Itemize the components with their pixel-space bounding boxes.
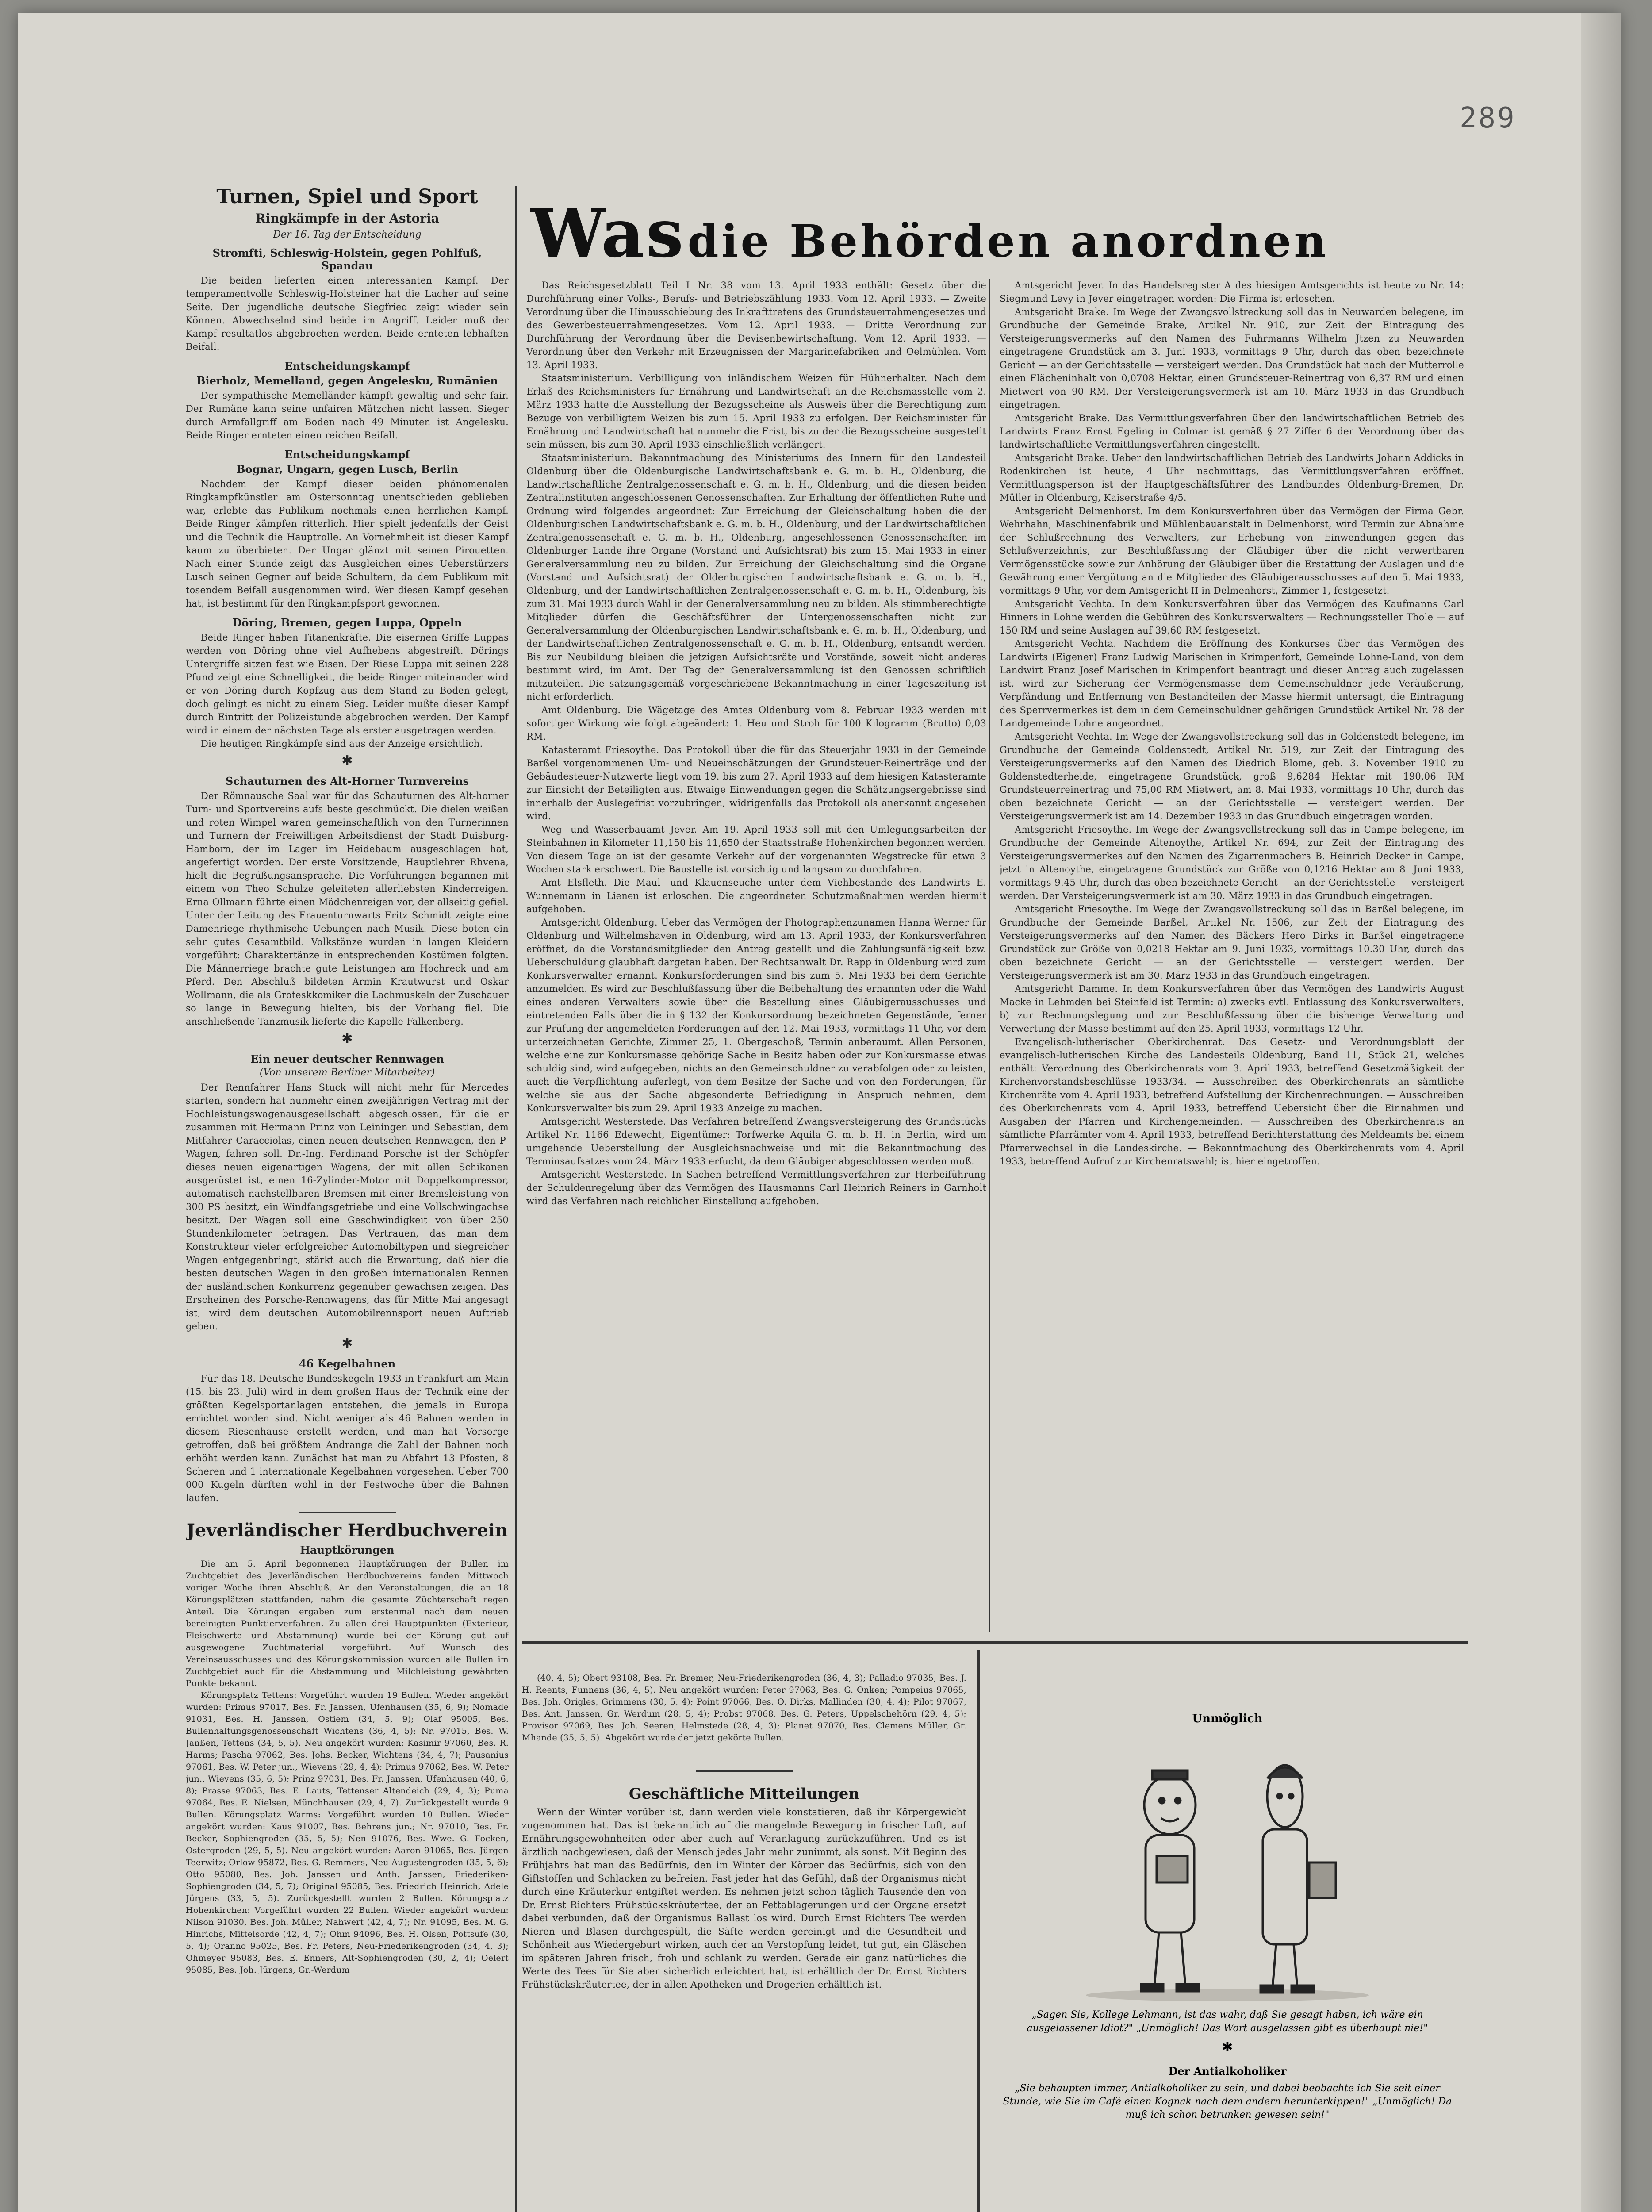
cartoon-caption: „Sagen Sie, Kollege Lehmann, ist das wahr, daß Sie gesagt haben, ich wäre ein ausgelassener Idiot?" „Unmöglich! Das Wort ausgelassen gibt es überhaupt nie!" xyxy=(1027,2009,1428,2034)
race-head: Ein neuer deutscher Rennwagen xyxy=(250,1052,444,1065)
notice: Amtsgericht Delmenhorst. Im dem Konkursverfahren über das Vermögen der Firma Gebr. Wehrhahn, Maschinenfabrik und Mühlenbauanstalt in Delmenhorst, wird Termin zur Abnahme der Schlußrechnung des Verwalters, zur Erhebung von Einwendungen gegen das Schlußverzeichnis, zur Beschlußfassung der Gläubiger über die nicht verwertbaren Vermögensstücke sowie zur Anhörung der Gläubiger über die Erstattung der Auslagen und die Gewährung einer Vergütung an die Mitglieder des Gläubigerausschusses auf den 5. Mai 1933, vormittags 9 Uhr, vor dem Amtsgericht II in Delmenhorst, Zimmer 1, festgesetzt. xyxy=(1000,506,1464,596)
separator-star: ✱ xyxy=(1222,2039,1233,2055)
bout4-text: Beide Ringer haben Titanenkräfte. Die eisernen Griffe Luppas werden von Döring ohne viel Aufhebens abgestreift. Dörings Untergriffe sitzen fest wie Eisen. Der Riese Luppa mit seinen 228 Pfund zeigt eine Schnelligkeit, die beide Ringer miteinander wird er von Döring durch Kopfzug aus dem Stand zu Boden gelegt, doch gelingt es nicht zu einem Sieg. Leider mußte dieser Kampf durch Eintritt der Polizeistunde abgebrochen werden. Der Kampf wird in einem der nächsten Tage als erster ausgetragen werden. xyxy=(186,632,509,736)
left-figure-icon xyxy=(1141,1770,1199,1991)
notice: Katasteramt Friesoythe. Das Protokoll über die für das Steuerjahr 1933 in der Gemeinde Barßel vorgenommenen Um- und Neueinschätzungen der Grundsteuer-Reinerträge und der Gebäudesteuer-Nutzwerte liegt vom 19. bis zum 27. April 1933 auf dem hiesigen Katasteramte zur Einsicht der Beteiligten aus. Etwaige Einwendungen gegen die Schätzungsergebnisse sind innerhalb der Auslegefrist vorzubringen, widrigenfalls das Protokoll als anerkannt angesehen wird. xyxy=(526,745,986,822)
page-number: 289 xyxy=(1460,102,1516,134)
notice: Staatsministerium. Verbilligung von inländischem Weizen für Hühnerhalter. Nach dem Erlaß des Reichsministers für Ernährung und Landwirtschaft an die Reichsmasstelle vom 2. März 1933 hatte die Ausstellung der Bezugsscheine als Ausweis über die Berechtigung zum Bezuge von verbilligtem Weizen bis zum 15. April 1933 zu erfolgen. Der Reichsminister für Ernährung und Landwirtschaft hat nunmehr die Frist, bis zu der die Bezugsscheine ausgestellt sein müssen, bis zum 30. April 1933 einschließlich verlängert. xyxy=(526,373,986,450)
bout3-head: Entscheidungskampf xyxy=(284,448,410,461)
notice: Amtsgericht Jever. In das Handelsregister A des hiesigen Amtsgerichts ist heute zu Nr. 14: Siegmund Levy in Jever eingetragen worden: Die Firma ist erloschen. xyxy=(1000,280,1464,304)
cartoon-box xyxy=(1000,1712,1455,2212)
second-joke-caption: „Sie behaupten immer, Antialkoholiker zu sein, und dabei beobachte ich Sie seit einer Stunde, wie Sie im Café einen Kognak nach dem andern herunterkippen!" „Unmöglich! Da muß ich schon betrunken gewesen sein!" xyxy=(1003,2083,1452,2120)
section-rule xyxy=(696,1770,793,1772)
right-figure-icon xyxy=(1261,1765,1336,1993)
notice: Amtsgericht Vechta. Nachdem die Eröffnung des Konkurses über das Vermögen des Landwirts (Eigener) Franz Ludwig Marischen in Krimpenfort, Gemeinde Lohne-Land, von dem Landwirt Franz Josef Marischen in Krimpenfort beantragt und dieser Antrag auch zugelassen ist, wird zur Sicherung der Vermögensmasse dem Gemeinschuldner jede Veräußerung, Verpfändung und Entfernung von Bestandteilen der Masse hiermit untersagt, die Eintragung des Sperrvermerkes ist dem in dem Gemeinschuldner gehörigen Grundstück Artikel Nr. 78 der Landgemeinde Lohne angeordnet. xyxy=(1000,638,1464,729)
turn-head: Schauturnen des Alt-Horner Turnvereins xyxy=(225,774,469,787)
bout3-text: Nachdem der Kampf dieser beiden phänomenalen Ringkampfkünstler am Ostersonntag unentschieden geblieben war, erlebte das Publikum nochmals einen herrlichen Kampf. Beide Ringer kämpfen ritterlich. Hier spielt jedenfalls der Geist und die Technik die Hauptrolle. An Vornehmheit ist dieser Kampf kaum zu überbieten. Der Ungar glänzt mit seinen Pirouetten. Nach einer Stunde zeigt das Ausgleichen eines Ueberstürzers Lusch seinen Gegner auf beide Schultern, da dem Publikum mit tosendem Beifall ausgenommen wird. Wer diesen Kampf gesehen hat, ist bestimmt für den Ringkampfsport gewonnen. xyxy=(186,478,509,609)
herd-text: Die am 5. April begonnenen Hauptkörungen der Bullen im Zuchtgebiet des Jeverländischen Herdbuchvereins fanden Mittwoch voriger Woche ihren Abschluß. An den Veranstaltungen, die an 18 Körungsplätzen stattfanden, nahm die gesamte Züchterschaft regen Anteil. Die Körungen ergaben zum erstenmal nach dem neuen bereinigten Punktierverfahren. Zu allen drei Hauptpunkten (Exterieur, Fleischwerte und Abstammung) wurde bei der Körung gut auf ausgewogene Zuchtmaterial vorgeführt. Auf Wunsch des Vereinsausschusses und des Körungskommission wurden alle Bullen im Zuchtgebiet auch für die Abstammung und Milchleistung gewährten Punkte bekannt. xyxy=(186,1559,509,1688)
herd-list-continued: (40, 4, 5); Obert 93108, Bes. Fr. Bremer, Neu-Friederikengroden (36, 4, 3); Palladio 97035, Bes. J. H. Reents, Funnens (36, 4, 5). Neu angekört wurden: Peter 97063, Bes. G. Onken; Pompeius 97065, Bes. Joh. Origles, Grimmens (30, 5, 4); Point 97066, Bes. O. Dirks, Mallinden (30, 4, 4); Pilot 97067, Bes. Ant. Janssen, Gr. Werdum (28, 5, 4); Probst 97068, Bes. G. Peters, Uppelschehörn (29, 4, 5); Provisor 97069, Bes. Joh. Seeren, Helmstede (28, 4, 3); Planet 97070, Bes. Clemens Müller, Gr. Mhande (35, 5, 5). Abgekört wurde der jetzt gekörte Bullen. xyxy=(522,1673,966,1743)
header-first-word: Was xyxy=(531,195,686,273)
sport-subtitle: Ringkämpfe in der Astoria xyxy=(255,211,439,226)
bout1-title: Stromfti, Schleswig-Holstein, gegen Pohlfuß, Spandau xyxy=(212,246,482,272)
herd-sub: Hauptkörungen xyxy=(300,1543,395,1556)
second-joke-title: Der Antialkoholiker xyxy=(1168,2065,1287,2078)
race-sub: (Von unserem Berliner Mitarbeiter) xyxy=(259,1067,435,1078)
notice: Staatsministerium. Bekanntmachung des Ministeriums des Innern für den Landesteil Oldenburg über die Oldenburgische Landwirtschaftsbank e. G. m. b. H., Oldenburg, die Landwirtschaftliche Zentralgenossenschaft e. G. m. b. H., Oldenburg, und die diesen beiden Zentralinstituten angeschlossenen Genossenschaften. Zur Erhaltung der öffentlichen Ruhe und Ordnung wird folgendes angeordnet: Zur Erreichung der Gleichschaltung haben die der Oldenburgischen Landwirtschaftsbank e. G. m. b. H., Oldenburg, und der Landwirtschaftlichen Zentralgenossenschaft e. G. m. b. H., Oldenburg, angeschlossenen Genossenschaften im Oldenburger Lande ihre Organe (Vorstand und Aufsichtsrat) bis zum 15. Mai 1933 in einer Generalversammlung neu zu bilden. Zur Erreichung der Gleichschaltung sind die Organe (Vorstand und Aufsichtsrat) der Oldenburgischen Landwirtschaftsbank e. G. m. b. H., Oldenburg, und der Landwirtschaftlichen Zentralgenossenschaft e. G. m. b. H., Oldenburg, bis zum 31. Mai 1933 durch Wahl in der Generalversammlung neu zu bilden. Als stimmberechtigte Mitglieder dürfen die Geschäftsführer der Untergenossenschaften nicht zur Generalversammlung der Oldenburgischen Landwirtschaftsbank e. G. m. b. H., Oldenburg, und der Landwirtschaftlichen Zentralgenossenschaft e. G. m. b. H., Oldenburg, entsandt werden. Bis zur Neubildung bleiben die jetzigen Aufsichtsräte und Vorstände, soweit nicht anderes bestimmt wird, im Amt. Der Tag der Generalversammlung ist den Genossen schriftlich mitzuteilen. Die satzungsgemäß vorgeschriebene Bekanntmachung in einer Tageszeitung ist nicht erforderlich. xyxy=(526,453,986,702)
authorities-column-left xyxy=(526,279,986,1632)
column-rule xyxy=(977,1650,980,2212)
cartoon-title: Unmöglich xyxy=(1192,1712,1263,1725)
notice: Amtsgericht Brake. Im Wege der Zwangsvollstreckung soll das in Neuwarden belegene, im Grundbuche der Gemeinde Brake, Artikel Nr. 910, zur Zeit der Eintragung des Versteigerungsvermerks auf den Namen des Fuhrmanns Wilhelm Jtzen zu Neuwarden eingetragene Grundstück am 3. Juni 1933, vormittags 9 Uhr, durch das oben bezeichnete Gericht — an der Gerichtsstelle — versteigert werden. Das Grundstück hat nach der Mutterrolle einen Flächeninhalt von 0,0708 Hektar, einen Grundsteuer-Reinertrag von 6,37 RM und einen Mietwert von 90 RM. Der Versteigerungsvermerk ist am 10. März 1933 in das Grundbuch eingetragen. xyxy=(1000,307,1464,410)
section-rule xyxy=(299,1512,396,1513)
authorities-header xyxy=(531,195,1464,274)
kegel-head: 46 Kegelbahnen xyxy=(299,1357,396,1370)
bout2-head: Entscheidungskampf xyxy=(284,359,410,373)
notice: Amtsgericht Friesoythe. Im Wege der Zwangsvollstreckung soll das in Barßel belegene, im Grundbuche der Gemeinde Barßel, Artikel Nr. 1506, zur Zeit der Eintragung des Versteigerungsvermerks auf den Namen des Bäckers Hero Dirks in Barßel eingetragene Grundstück zur Größe von 0,0218 Hektar am 9. Juni 1933, vormittags 10.30 Uhr, durch das oben bezeichnete Gericht — an der Gerichtsstelle — versteigert werden. Der Versteigerungsvermerk ist am 30. März 1933 in das Grundbuch eingetragen. xyxy=(1000,904,1464,981)
notice: Weg- und Wasserbauamt Jever. Am 19. April 1933 soll mit den Umlegungsarbeiten der Steinbahnen in Kilometer 11,150 bis 11,650 der Staatsstraße Hohenkirchen begonnen werden. Von diesem Tage an ist der gesamte Verkehr auf der vorgenannten Wegstrecke für etwa 3 Wochen stark erschwert. Die Baustelle ist vorsichtig und langsam zu durchfahren. xyxy=(526,824,986,875)
notice: Evangelisch-lutherischer Oberkirchenrat. Das Gesetz- und Verordnungsblatt der evangelisch-lutherischen Kirche des Landesteils Oldenburg, Band 11, Stück 21, welches enthält: Verordnung des Oberkirchenrats vom 3. April 1933, betreffend Gesetzmäßigkeit der Kirchenvorstandsbeschlüsse 1933/34. — Ausschreiben des Oberkirchenrats an sämtliche Kirchenräte vom 4. April 1933, betreffend Aufstellung der Kirchenrechnungen. — Ausschreiben des Oberkirchenrats vom 4. April 1933, betreffend Uebersicht über die Einnahmen und Ausgaben der Pfarren und Kirchengemeinden. — Ausschreiben des Oberkirchenrats an sämtliche Pfarrämter vom 4. April 1933, betreffend Berichterstattung des Meldeamts bei einem Pfarrerwechsel in die Landeskirche. — Bekanntmachung des Oberkirchenrats vom 4. April 1933, betreffend Aufruf zur Kirchenratswahl; ist hier eingetroffen. xyxy=(1000,1037,1464,1167)
bout4-title: Döring, Bremen, gegen Luppa, Oppeln xyxy=(232,616,462,629)
notice: Amtsgericht Oldenburg. Ueber das Vermögen der Photographenzunamen Hanna Werner für Oldenburg und Wilhelmshaven in Oldenburg, wird am 13. April 1933, der Konkursverfahren eröffnet, da die Vorstandsmitglieder den Antrag gestellt und die Zahlungsunfähigkeit bzw. Ueberschuldung glaubhaft dargetan haben. Der Rechtsanwalt Dr. Rapp in Oldenburg wird zum Konkursverwalter ernannt. Konkursforderungen sind bis zum 5. Mai 1933 bei dem Gerichte anzumelden. Es wird zur Beschlußfassung über die Beibehaltung des ernannten oder die Wahl eines anderen Verwalters sowie über die Bestellung eines Gläubigerausschusses und eintretenden Falls über die in § 132 der Konkursordnung bezeichneten Gegenstände, ferner zur Prüfung der angemeldeten Forderungen auf den 12. Mai 1933, vormittags 11 Uhr, vor dem unterzeichneten Gerichte, Zimmer 25, 1. Obergeschoß, Termin anberaumt. Allen Personen, welche eine zur Konkursmasse gehörige Sache in Besitz haben oder zur Konkursmasse etwas schuldig sind, wird aufgegeben, nichts an den Gemeinschuldner zu verabfolgen oder zu leisten, auch die Verpflichtung auferlegt, von dem Besitze der Sache und von den Forderungen, für welche sie aus der Sache abgesonderte Befriedigung in Anspruch nehmen, dem Konkursverwalter bis zum 29. April 1933 Anzeige zu machen. xyxy=(526,917,986,1114)
turn-text: Der Römnausche Saal war für das Schauturnen des Alt-horner Turn- und Sportvereins aufs beste geschmückt. Die dielen weißen und roten Wimpel waren gemeinschaftlich von den Turnerinnen und Turnern der Freiwilligen Arbeitsdienst der Stadt Duisburg-Hamborn, der im Lager im Heidebaum ausgeschlagen hat, angefertigt worden. Der erste Vorsitzende, Hauptlehrer Rhvena, hielt die Begrüßungsansprache. Die Vorführungen begannen mit einem von Theo Schulze geleiteten allerliebsten Kinderreigen. Erna Ollmann führte einen Mädchenreigen vor, der allseitig gefiel. Unter der Leitung des Frauenturnwarts Fritz Schmidt zeigte eine Damenriege rhythmische Uebungen nach Musik. Diese boten ein sehr gutes Gesamtbild. Volkstänze wurden in langen Kleidern vorgeführt: Charaktertänze in entsprechenden Kostümen folgten. Die Männerriege brachte gute Leistungen am Hochreck und am Pferd. Den Abschluß bildeten Armin Krautwurst und Oskar Wollmann, die als Groteskkomiker die Lachmuskeln der Zuschauer so lange in Bewegung hielten, bis der Vorhang fiel. Die anschließende Tanzmusik lieferte die Kapelle Falkenberg. xyxy=(186,790,509,1027)
race-text: Der Rennfahrer Hans Stuck will nicht mehr für Mercedes starten, sondern hat nunmehr einen zweijährigen Vertrag mit der Hochleistungswagenausgesellschaft abgeschlossen, für die er zusammen mit Hermann Prinz von Leiningen und Sebastian, dem Mitfahrer Caracciolas, einen neuen deutschen Rennwagen, den P-Wagen, fahren soll. Dr.-Ing. Ferdinand Porsche ist der Schöpfer dieses neuen eigenartigen Wagens, der mit allen Schikanen ausgerüstet ist, einen 16-Zylinder-Motor mit Doppelkompressor, automatisch nachstellbaren Bremsen mit einer Bremsleistung von 300 PS besitzt, ein Windfangsgetriebe und eine Vollschwingachse besitzt. Der Wagen soll eine Geschwindigkeit von über 250 Stundenkilometer betragen. Das Vertrauen, das man dem Konstrukteur vieler erfolgreicher Automobiltypen und siegreicher Wagen entgegenbringt, stärkt auch die Erwartung, daß hier die besten deutschen Wagen in den großen internationalen Rennen der ausländischen Konkurrenz gegenüber gewachsen zeigen. Das Erscheinen des Porsche-Rennwagens, das für Mitte Mai angesagt ist, wird dem deutschen Automobilrennsport neuen Auftrieb geben. xyxy=(186,1082,509,1332)
notice: Amt Oldenburg. Die Wägetage des Amtes Oldenburg vom 8. Februar 1933 werden mit sofortiger Wirkung wie folgt abgeändert: 1. Heu und Stroh für 100 Kilogramm (Brutto) 0,03 RM. xyxy=(526,705,986,742)
notice: Amtsgericht Westerstede. In Sachen betreffend Vermittlungsverfahren zur Herbeiführung der Schuldenregelung über das Vermögen des Hausmanns Carl Heinrich Reiners in Garnholt wird das Verfahren nach reichlicher Einstellung aufgehoben. xyxy=(526,1169,986,1206)
notice: Amtsgericht Westerstede. Das Verfahren betreffend Zwangsversteigerung des Grundstücks Artikel Nr. 1166 Edewecht, Eigentümer: Torfwerke Aquila G. m. b. H. in Berlin, wird um umgehende Ueberstellung der Ausgleichsnachweise und mit die Bekanntmachung des Terminsaufsatzes vom 24. März 1933 erfucht, da dem Gläubiger abgeschlossen werden muß. xyxy=(526,1116,986,1167)
cartoon-drawing xyxy=(1068,1730,1387,2004)
bout2-text: Der sympathische Memelländer kämpft gewaltig und sehr fair. Der Rumäne kann seine unfairen Mätzchen nicht lassen. Sieger durch Armfallgriff am Boden nach 49 Minuten ist Angelesku. Beide Ringer ernteten einen reichen Beifall. xyxy=(186,390,509,441)
sport-column xyxy=(186,186,509,2212)
day-line: Der 16. Tag der Entscheidung xyxy=(273,229,422,240)
lower-middle-column xyxy=(522,1672,966,2212)
sport-title: Turnen, Spiel und Sport xyxy=(216,186,478,208)
bout1-text: Die beiden lieferten einen interessanten Kampf. Der temperamentvolle Schleswig-Holsteiner hat die Lacher auf seine Seite. Der jugendliche deutsche Siegfried zeigt wieder sein Können. Abwechselnd sind beide im Angriff. Leider muß der Kampf resultatlos abgebrochen werden. Beide ernteten lebhaften Beifall. xyxy=(186,275,509,352)
separator-star: ✱ xyxy=(341,1335,353,1351)
authorities-column-right xyxy=(1000,279,1464,1632)
column-rule xyxy=(989,279,990,1632)
bout2-title: Bierholz, Memelland, gegen Angelesku, Rumänien xyxy=(196,374,498,387)
notice: Amt Elsfleth. Die Maul- und Klauenseuche unter dem Viehbestande des Landwirts E. Wunnemann in Lienen ist erloschen. Die angeordneten Schutzmaßnahmen werden hiermit aufgehoben. xyxy=(526,877,986,914)
notice: Das Reichsgesetzblatt Teil I Nr. 38 vom 13. April 1933 enthält: Gesetz über die Durchführung einer Volks-, Berufs- und Betriebszählung 1933. Vom 12. April 1933. — Zweite Verordnung über die Hinausschiebung des Inkrafttretens des Grundsteuerrahmengesetzes und des Gewerbesteuerrahmengesetzes. Vom 12. April 1933. — Dritte Verordnung zur Durchführung der Verordnung über die Devisenbewirtschaftung. Vom 12. April 1933. — Verordnung über den Verkehr mit Erzeugnissen der Margarinefabriken und Oelmühlen. Vom 13. April 1933. xyxy=(526,280,986,370)
separator-star: ✱ xyxy=(341,1030,353,1046)
page-edge xyxy=(1581,13,1621,2212)
header-rest: die Behörden anordnen xyxy=(687,215,1329,267)
herd-list: Körungsplatz Tettens: Vorgeführt wurden 19 Bullen. Wieder angekört wurden: Primus 97017, Bes. Fr. Janssen, Ufenhausen (35, 6, 9); Nomade 91031, Bes. H. Janssen, Ostiem (34, 5, 9); Olaf 95005, Bes. Bullenhaltungsgenossenschaft Wichtens (36, 4, 5); Nr. 97015, Bes. W. Janßen, Tettens (34, 5, 5). Neu angekört wurden: Kasimir 97060, Bes. R. Harms; Pascha 97062, Bes. Johs. Becker, Wichtens (34, 4, 7); Pausanius 97061, Bes. W. Peter jun., Wievens (29, 4, 4); Primus 97062, Bes. W. Peter jun., Wievens (35, 6, 5); Prinz 97031, Bes. Fr. Janssen, Ufenhausen (40, 6, 8); Prasse 97063, Bes. E. Lauts, Tettenser Altendeich (29, 4, 3); Puma 97064, Bes. E. Nielsen, Münchhausen (29, 4, 7). Zurückgestellt wurde 9 Bullen. Körungsplatz Warms: Vorgeführt wurden 10 Bullen. Wieder angekört wurden: Kaus 91007, Bes. Behrens jun.; Nr. 97010, Bes. Fr. Becker, Sophiengroden (35, 5, 5); Nen 91076, Bes. Wwe. G. Focken, Ostergroden (29, 5, 5). Neu angekört wurden: Aaron 91065, Bes. Jürgen Teerwitz; Orlow 95872, Bes. G. Remmers, Neu-Augustengroden (35, 5, 6); Otto 95080, Bes. Joh. Janssen und Anth. Janssen, Friederiken-Sophiengroden (34, 5, 7); Original 95085, Bes. Friedrich Heinrich, Adele Jürgens (33, 5, 5). Zurückgestellt wurden 2 Bullen. Körungsplatz Hohenkirchen: Vorgeführt wurden 22 Bullen. Wieder angekört wurden: Nilson 91030, Bes. Joh. Müller, Nahwert (42, 4, 7); Nr. 91095, Bes. M. G. Hinrichs, Mittelsorde (42, 4, 7); Ohm 94096, Bes. H. Olsen, Pottsufe (30, 5, 4); Oranno 95025, Bes. Fr. Peters, Neu-Friederikengroden (34, 4, 3); Ohmeyer 95083, Bes. E. Enners, Alt-Sophiengroden (30, 2, 4); Oelert 95085, Bes. Joh. Jürgens, Gr.-Werdum xyxy=(186,1690,509,1975)
herd-title: Jeverländischer Herdbuchverein xyxy=(186,1520,508,1541)
notice: Amtsgericht Brake. Ueber den landwirtschaftlichen Betrieb des Landwirts Johann Addicks in Rodenkirchen ist heute, 4 Uhr nachmittags, das Vermittlungsverfahren eröffnet. Vermittlungsperson ist der Hauptgeschäftsführer des Landbundes Oldenburg-Bremen, Dr. Müller in Oldenburg, Kaiserstraße 4/5. xyxy=(1000,453,1464,503)
bout3-title: Bognar, Ungarn, gegen Lusch, Berlin xyxy=(236,462,458,476)
column-rule xyxy=(515,186,517,2212)
notice: Amtsgericht Brake. Das Vermittlungsverfahren über den landwirtschaftlichen Betrieb des Landwirts Franz Ernst Egeling in Colmar ist gemäß § 27 Ziffer 6 der Verordnung über das landwirtschaftliche Vermittlungsverfahren eingestellt. xyxy=(1000,413,1464,450)
mitteilungen-text: Wenn der Winter vorüber ist, dann werden viele konstatieren, daß ihr Körpergewicht zugenommen hat. Das ist bekanntlich auf die mangelnde Bewegung in frischer Luft, auf Ernährungsgewohnheiten oder aber auch auf Veranlagung zurückzuführen. Und es ist ärztlich nachgewiesen, daß der Mensch jedes Jahr mehr zunimmt, als sonst. Mit Beginn des Frühjahrs hat man das Bedürfnis, den im Winter der Körper das Bedürfnis, sich von den Giftstoffen und Schlacken zu befreien. Fast jeder hat das Gefühl, daß der Organismus nicht durch eine Kräuterkur entgiftet werden. Es nehmen jetzt schon täglich Tausende den von Dr. Ernst Richters Frühstückskräutertee, der an Fettablagerungen und der Organe ersetzt dabei verbunden, daß der Organismus Ballast los wird. Durch Ernst Richters Tee werden Nieren und Blasen durchgespült, die Säfte werden gereinigt und die Gesundheit und Schönheit aus Wiedergeburt wirken, auch der an Verstopfung leidet, tut gut, ein Gläschen im späteren Jahren frisch, froh und schlank zu werden. Gerade ein ganz natürliches die Werte des Tees für Sie aber sicherlich erleichtert hat, ist erhältlich der Dr. Ernst Richters Frühstückskräutertee, der in allen Apotheken und Drogerien erhältlich ist. xyxy=(522,1807,966,1990)
section-rule xyxy=(522,1641,1468,1644)
bout4-end: Die heutigen Ringkämpfe sind aus der Anzeige ersichtlich. xyxy=(201,738,483,749)
notice: Amtsgericht Vechta. In dem Konkursverfahren über das Vermögen des Kaufmanns Carl Hinners in Lohne werden die Gebühren des Konkursverwalters — Rechnungssteller Thole — auf 150 RM und seine Auslagen auf 39,60 RM festgesetzt. xyxy=(1000,599,1464,636)
notice: Amtsgericht Damme. In dem Konkursverfahren über das Vermögen des Landwirts August Macke in Lehmden bei Steinfeld ist Termin: a) zwecks evtl. Entlassung des Konkursverwalters, b) zur Rechnungslegung und zur Beschlußfassung über die bisherige Verwaltung und Verwertung der Masse bestimmt auf den 25. April 1933, vormittags 12 Uhr. xyxy=(1000,983,1464,1034)
kegel-text: Für das 18. Deutsche Bundeskegeln 1933 in Frankfurt am Main (15. bis 23. Juli) wird in dem großen Haus der Technik eine der größten Kegelsportanlagen entstehen, die jemals in Europa errichtet worden sind. Nicht weniger als 46 Bahnen werden in diesem Riesenhause erstellt werden, und man hat Vorsorge getroffen, daß bei größtem Andrange die Zahl der Bahnen noch erhöht werden kann. Zunächst hat man zu Abfahrt 13 Pfosten, 8 Scheren und 1 internationale Kegelbahnen vorgesehen. Ueber 700 000 Kugeln dürften wohl in der Festwoche über die Bahnen laufen. xyxy=(186,1373,509,1503)
notice: Amtsgericht Friesoythe. Im Wege der Zwangsvollstreckung soll das in Campe belegene, im Grundbuche der Gemeinde Altenoythe, Artikel Nr. 694, zur Zeit der Eintragung des Versteigerungsvermerkes auf den Namen des Zigarrenmachers B. Heinrich Decker in Campe, jetzt in Altenoythe, eingetragene Grundstück zur Größe von 0,1216 Hektar am 8. Juni 1933, vormittags 9.45 Uhr, durch das oben bezeichnete Gericht — an der Gerichtsstelle — versteigert werden. Der Versteigerungsvermerk ist am 30. März 1933 in das Grundbuch eingetragen. xyxy=(1000,824,1464,901)
separator-star: ✱ xyxy=(341,753,353,768)
mitteilungen-title: Geschäftliche Mitteilungen xyxy=(629,1785,860,1803)
notice: Amtsgericht Vechta. Im Wege der Zwangsvollstreckung soll das in Goldenstedt belegene, im Grundbuche der Gemeinde Goldenstedt, Artikel Nr. 519, zur Zeit der Eintragung des Versteigerungsvermerks auf den Namen des Diedrich Blome, geb. 3. November 1910 zu Goldenstedterheide, eingetragene Grundstück, groß 9,6284 Hektar mit 190,06 RM Grundsteuerreinertrag und 75,00 RM Mietwert, am 8. Mai 1933, vormittags 10 Uhr, durch das oben bezeichnete Gericht — an der Gerichtsstelle — versteigert werden. Der Versteigerungsvermerk ist am 14. Dezember 1933 in das Grundbuch eingetragen worden. xyxy=(1000,731,1464,822)
newspaper-page xyxy=(18,13,1621,2212)
